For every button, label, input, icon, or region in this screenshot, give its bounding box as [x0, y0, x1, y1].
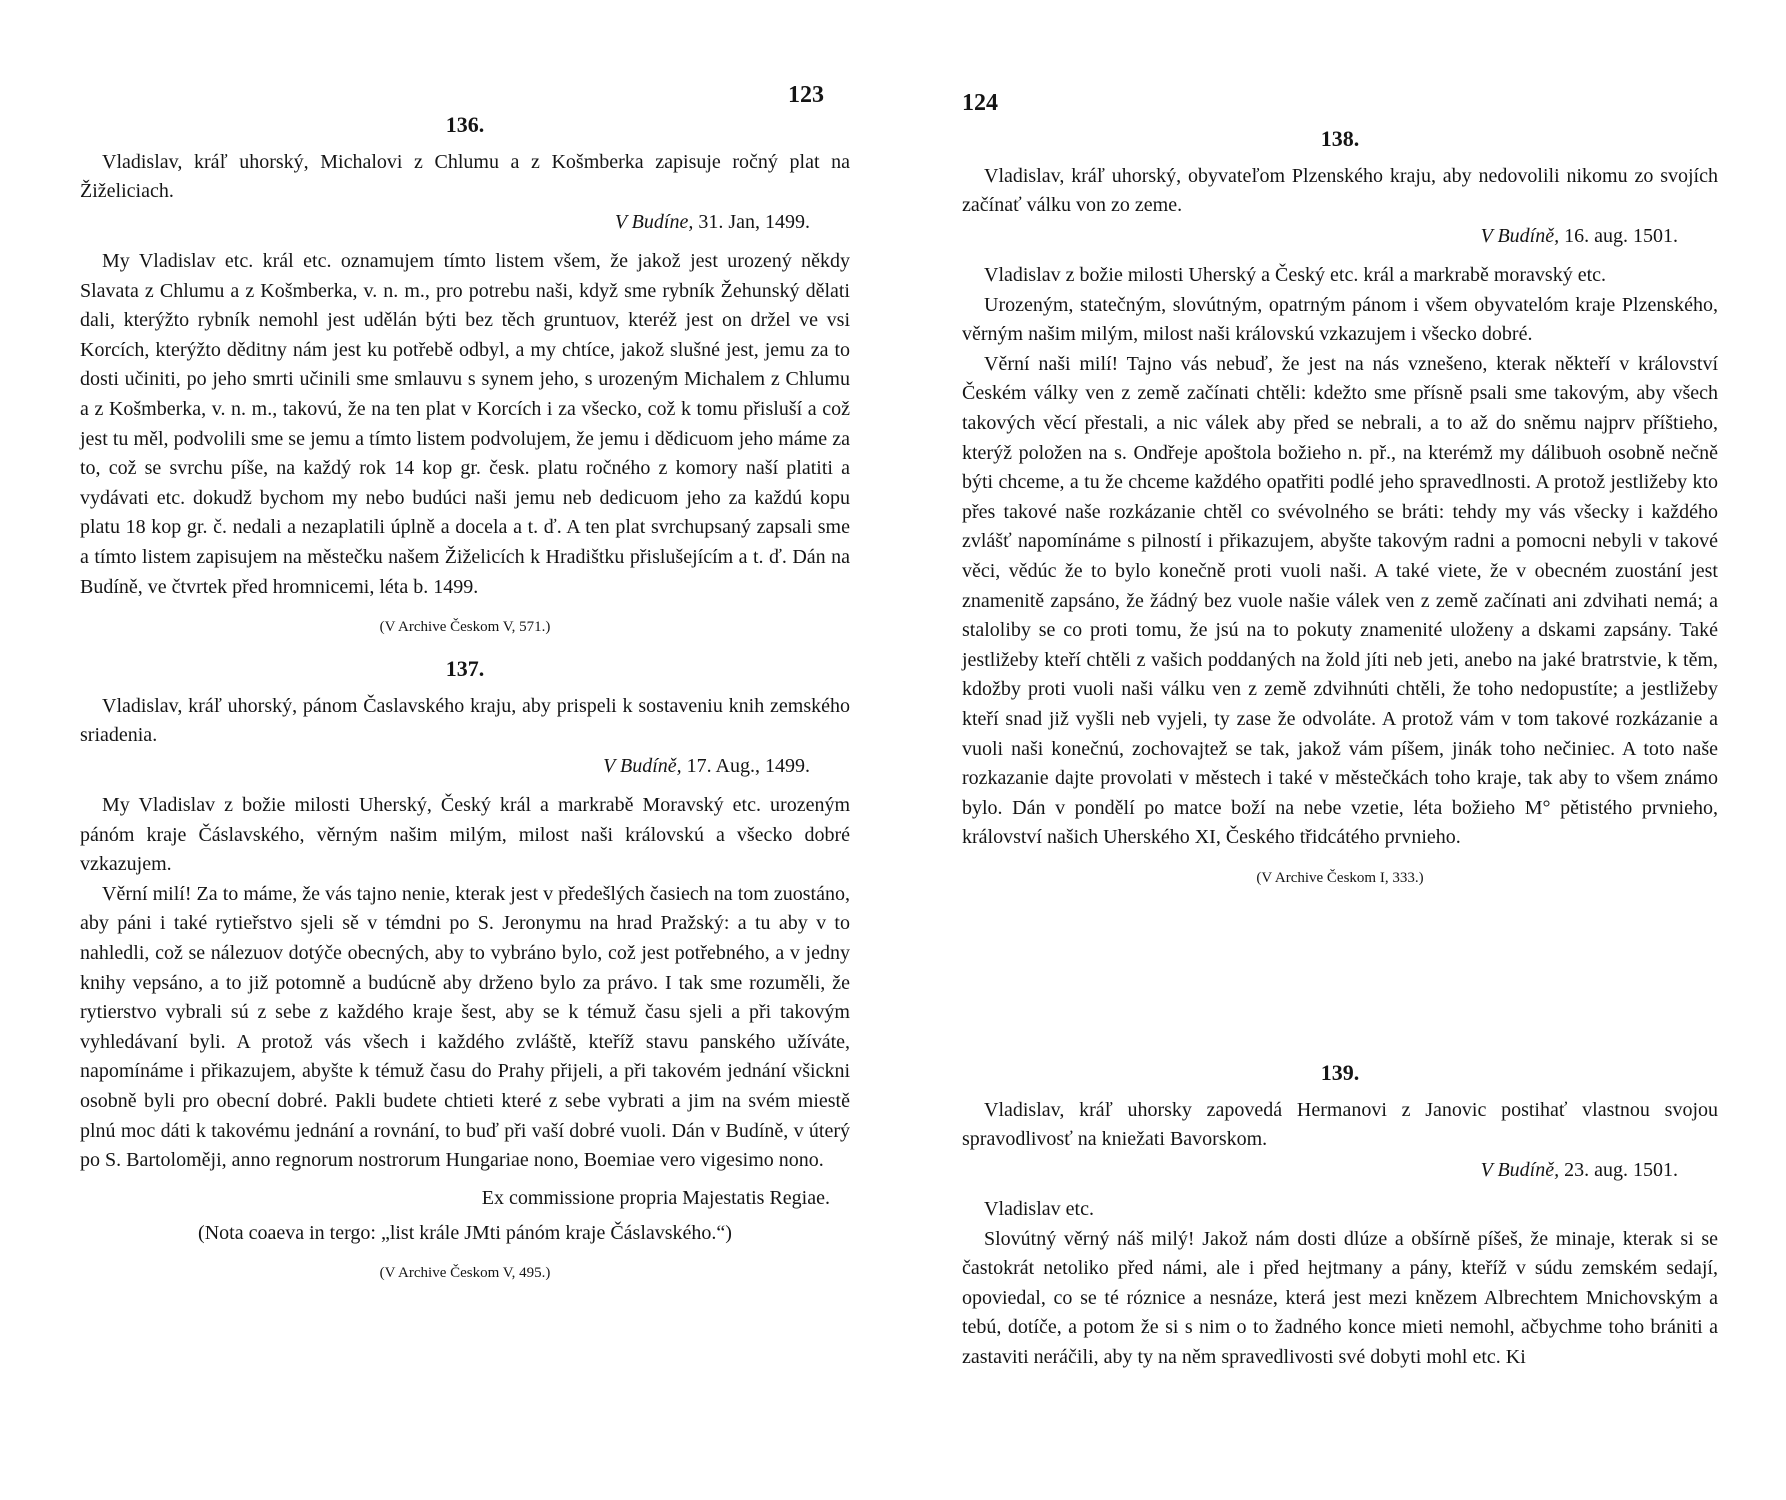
document-138: [962, 126, 1718, 889]
source-citation: (V Archive Českom V, 571.): [379, 619, 551, 636]
document-text: Urozeným, statečným, slovútným, opatrným pánom i všem obyvatelóm kraje Plzenského, věrným našim milým, milost naši královskú vzkazujem i všecko dobré.: [962, 293, 1718, 346]
date: 17. Aug., 1499.: [686, 755, 810, 777]
nota-tergo: (Nota coaeva in tergo: „list krále JMti pánóm kraje Čáslavského.“): [198, 1221, 732, 1244]
document-number: 138.: [1320, 126, 1360, 151]
page-number-left: 123: [788, 82, 824, 108]
document-number: 136.: [445, 112, 485, 137]
place-name: V Budíně,: [1480, 1159, 1560, 1181]
document-place-date: [962, 1156, 1678, 1185]
date: 23. aug. 1501.: [1564, 1159, 1678, 1181]
subscription: Ex commissione propria Majestatis Regiae.: [481, 1186, 830, 1209]
right-page: [962, 0, 1786, 1500]
document-number: 137.: [445, 656, 485, 681]
document-rubric: Vladislav, kráľ uhorský, pánom Časlavského kraju, aby prispeli k sostaveniu knih zemského sriadenia.: [80, 695, 850, 746]
page-number-right: 124: [962, 90, 998, 116]
document-place-date: [80, 752, 810, 781]
document-rubric: Vladislav, kráľ uhorsky zapovedá Hermanovi z Janovic postihať vlastnou svojou spravodlivosť na kniežati Bavorskom.: [962, 1099, 1718, 1150]
document-136: [80, 112, 850, 638]
document-rubric: Vladislav, kráľ uhorský, obyvateľom Plzenského kraju, aby nedovolili nikomu zo svojích začínať válku von zo zeme.: [962, 165, 1718, 216]
document-rubric: Vladislav, kráľ uhorský, Michalovi z Chlumu a z Košmberka zapisuje ročný plat na Žiželiciach.: [80, 151, 850, 202]
source-citation: (V Archive Českom I, 333.): [1256, 869, 1424, 886]
date: 16. aug. 1501.: [1564, 225, 1678, 247]
document-place-date: [80, 208, 810, 237]
document-text: Slovútný věrný náš milý! Jakož nám dosti dlúze a obšírně píšeš, že minaje, kterak si se častokrát netoliko před námi, ale i před hejtmany a pány, kteříž v súdu zemském sedají, opoviedal, co se té róznice a nesnáze, která jest mezi knězem Albrechtem Mnichovským a tebú, dotíče, a potom že si s nim o to žadného konce mieti nemohl, ačbychme toho brániti a zastaviti neráčili, aby ty na něm spravedlivosti své dobyti mohl etc. Ki: [962, 1227, 1718, 1368]
place-name: V Budíně,: [603, 755, 682, 777]
document-text: Věrní naši milí! Tajno vás nebuď, že jest na nás vznešeno, kterak někteří v království Českém války ven z země začínati chtěli: kdežto sme přísně psali sme takovým, aby všech takových věcí přestali, a nic válek aby před se nebrali, a to až do sněmu najprv příštieho, kterýž položen na s. Ondřeje apoštola božieho n. př., na kterémž my dálibuoh osobně nečně býti chceme, a tu že chceme každého opatřiti podlé jeho spravedlnosti. A protož jestližeby kto přes takové naše rozkázanie chtěl co svévolného se bráti: tehdy my vás všecky i každého zvlášť napomínáme s pilností i přikazujem, abyšte takovým radni a pomocni nebyli v takové věci, vědúc že to bylo konečně proti vuoli naši. A také viete, že v obecném zuostání jest znamenitě zapsáno, že žádný bez vuole našie válek ven z země začínati ani zdvihati nemá; a staloliby se co proti tomu, že jsú na to pokuty znamenité uloženy a dskami zapsány. Také jestližeby kteří chtěli z vašich poddaných na žold jíti neb jeti, anebo na jaké bratrstvie, k těm, kdožby proti vuoli naši válku ven z země zdvihnúti chtěli, že toho nedopustíte; a jestližeby kteří snad již vyšli neb vyjeli, ty zase že odvoláte. A protož vám v tom takové rozkázanie a vuoli naši konečnú, zochovajtež se tak, jakož vám píšem, jinák toho nečiniec. A toto naše rozkazanie dajte provolati v městech i také v městečkách toho kraje, tak aby to všem známo bylo. Dán v pondělí po matce boží na nebe vzetie, léta božieho M° pětistého prvnieho, království našich Uherského XI, Českého třidcátého prvnieho.: [962, 352, 1718, 849]
document-137: [80, 656, 850, 1284]
document-text: My Vladislav etc. král etc. oznamujem tímto listem všem, že jakož jest urozený někdy Slavata z Chlumu a z Košmberka, v. n. m., pro potrebu naši, když sme rybník Žehunský dělati dali, kterýžto rybník nemohl jest udělán býti bez těch gruntuov, kteréž jest on držel ve vsi Korcích, kterýžto děditny nám jest ku potřebě odbyl, a my chtíce, jakož slušné jest, jemu za to dosti učiniti, po jeho smrti učinili sme smlauvu s synem jeho, s urozeným Michalem z Chlumu a z Košmberka, v. n. m., takovú, že na ten plat v Korcích i za všecko, což k tomu přisluší a což jest tu měl, podvolili sme se jemu a tímto listem podvolujem, že jemu i dědicuom jeho máme za to, což se svrchu píše, na každý rok 14 kop gr. česk. platu ročného z komory naší platiti a vydávati etc. dokudž bychom my nebo budúci naši jemu neb dedicuom jeho za každú kopu platu 18 kop gr. č. nedali a nezaplatili úplně a docela a t. ď. A ten plat svrchupsaný zapsali sme a tímto listem zapisujem na městečku našem Žiželicích k Hradištku přislušejícím a t. ď. Dán na Budíně, ve čtvrtek před hromnicemi, léta b. 1499.: [80, 250, 850, 598]
document-text: My Vladislav z božie milosti Uherský, Český král a markrabě Moravský etc. urozeným pánóm kraje Čáslavského, věrným našim milým, milost naši královskú a všecko dobré vzkazujem.: [80, 794, 850, 876]
source-citation: (V Archive Českom V, 495.): [379, 1264, 551, 1281]
document-number: 139.: [1320, 1060, 1360, 1085]
document-text: Věrní milí! Za to máme, že vás tajno nenie, kterak jest v předešlých časiech na tom zuostáno, aby páni i také rytieřstvo sjeli sě v témdni po S. Jeronymu na hrad Pražský: a tu aby v to nahledli, což se nálezuov dotýče obecných, aby to vybráno bylo, což jest potřebného, a v jedny knihy vepsáno, a to již potomně a budúcně aby drženo bylo za právo. I tak sme rozuměli, že rytierstvo vybrali sú z sebe z každého kraje šest, aby se k témuž času sjeli a při takovým vyhledávaní byli. A protož vás všech i každého zvláště, kteříž stavu panského užíváte, napomínáme i přikazujem, abyšte k témuž času do Prahy přijeli, a při takovém jednání všickni osobně byli pro obecní dobré. Pakli budete chtieti které z sebe vybrati a jim na svém miestě plnú moc dáti k takovému jednání a rovnání, to buď při vaší dobré vuoli. Dán v Budíně, v úterý po S. Bartoloměji, anno regnorum nostrorum Hungariae nono, Boemiae vero vigesimo nono.: [80, 882, 850, 1172]
document-text: Vladislav z božie milosti Uherský a Český etc. král a markrabě moravský etc.: [984, 264, 1607, 286]
left-page: [0, 0, 850, 1500]
document-place-date: [962, 222, 1678, 251]
date: 31. Jan, 1499.: [698, 211, 810, 233]
document-139: [962, 1060, 1718, 1373]
place-name: V Budíne,: [614, 211, 694, 233]
place-name: V Budíně,: [1480, 225, 1560, 247]
document-text: Vladislav etc.: [984, 1198, 1094, 1220]
